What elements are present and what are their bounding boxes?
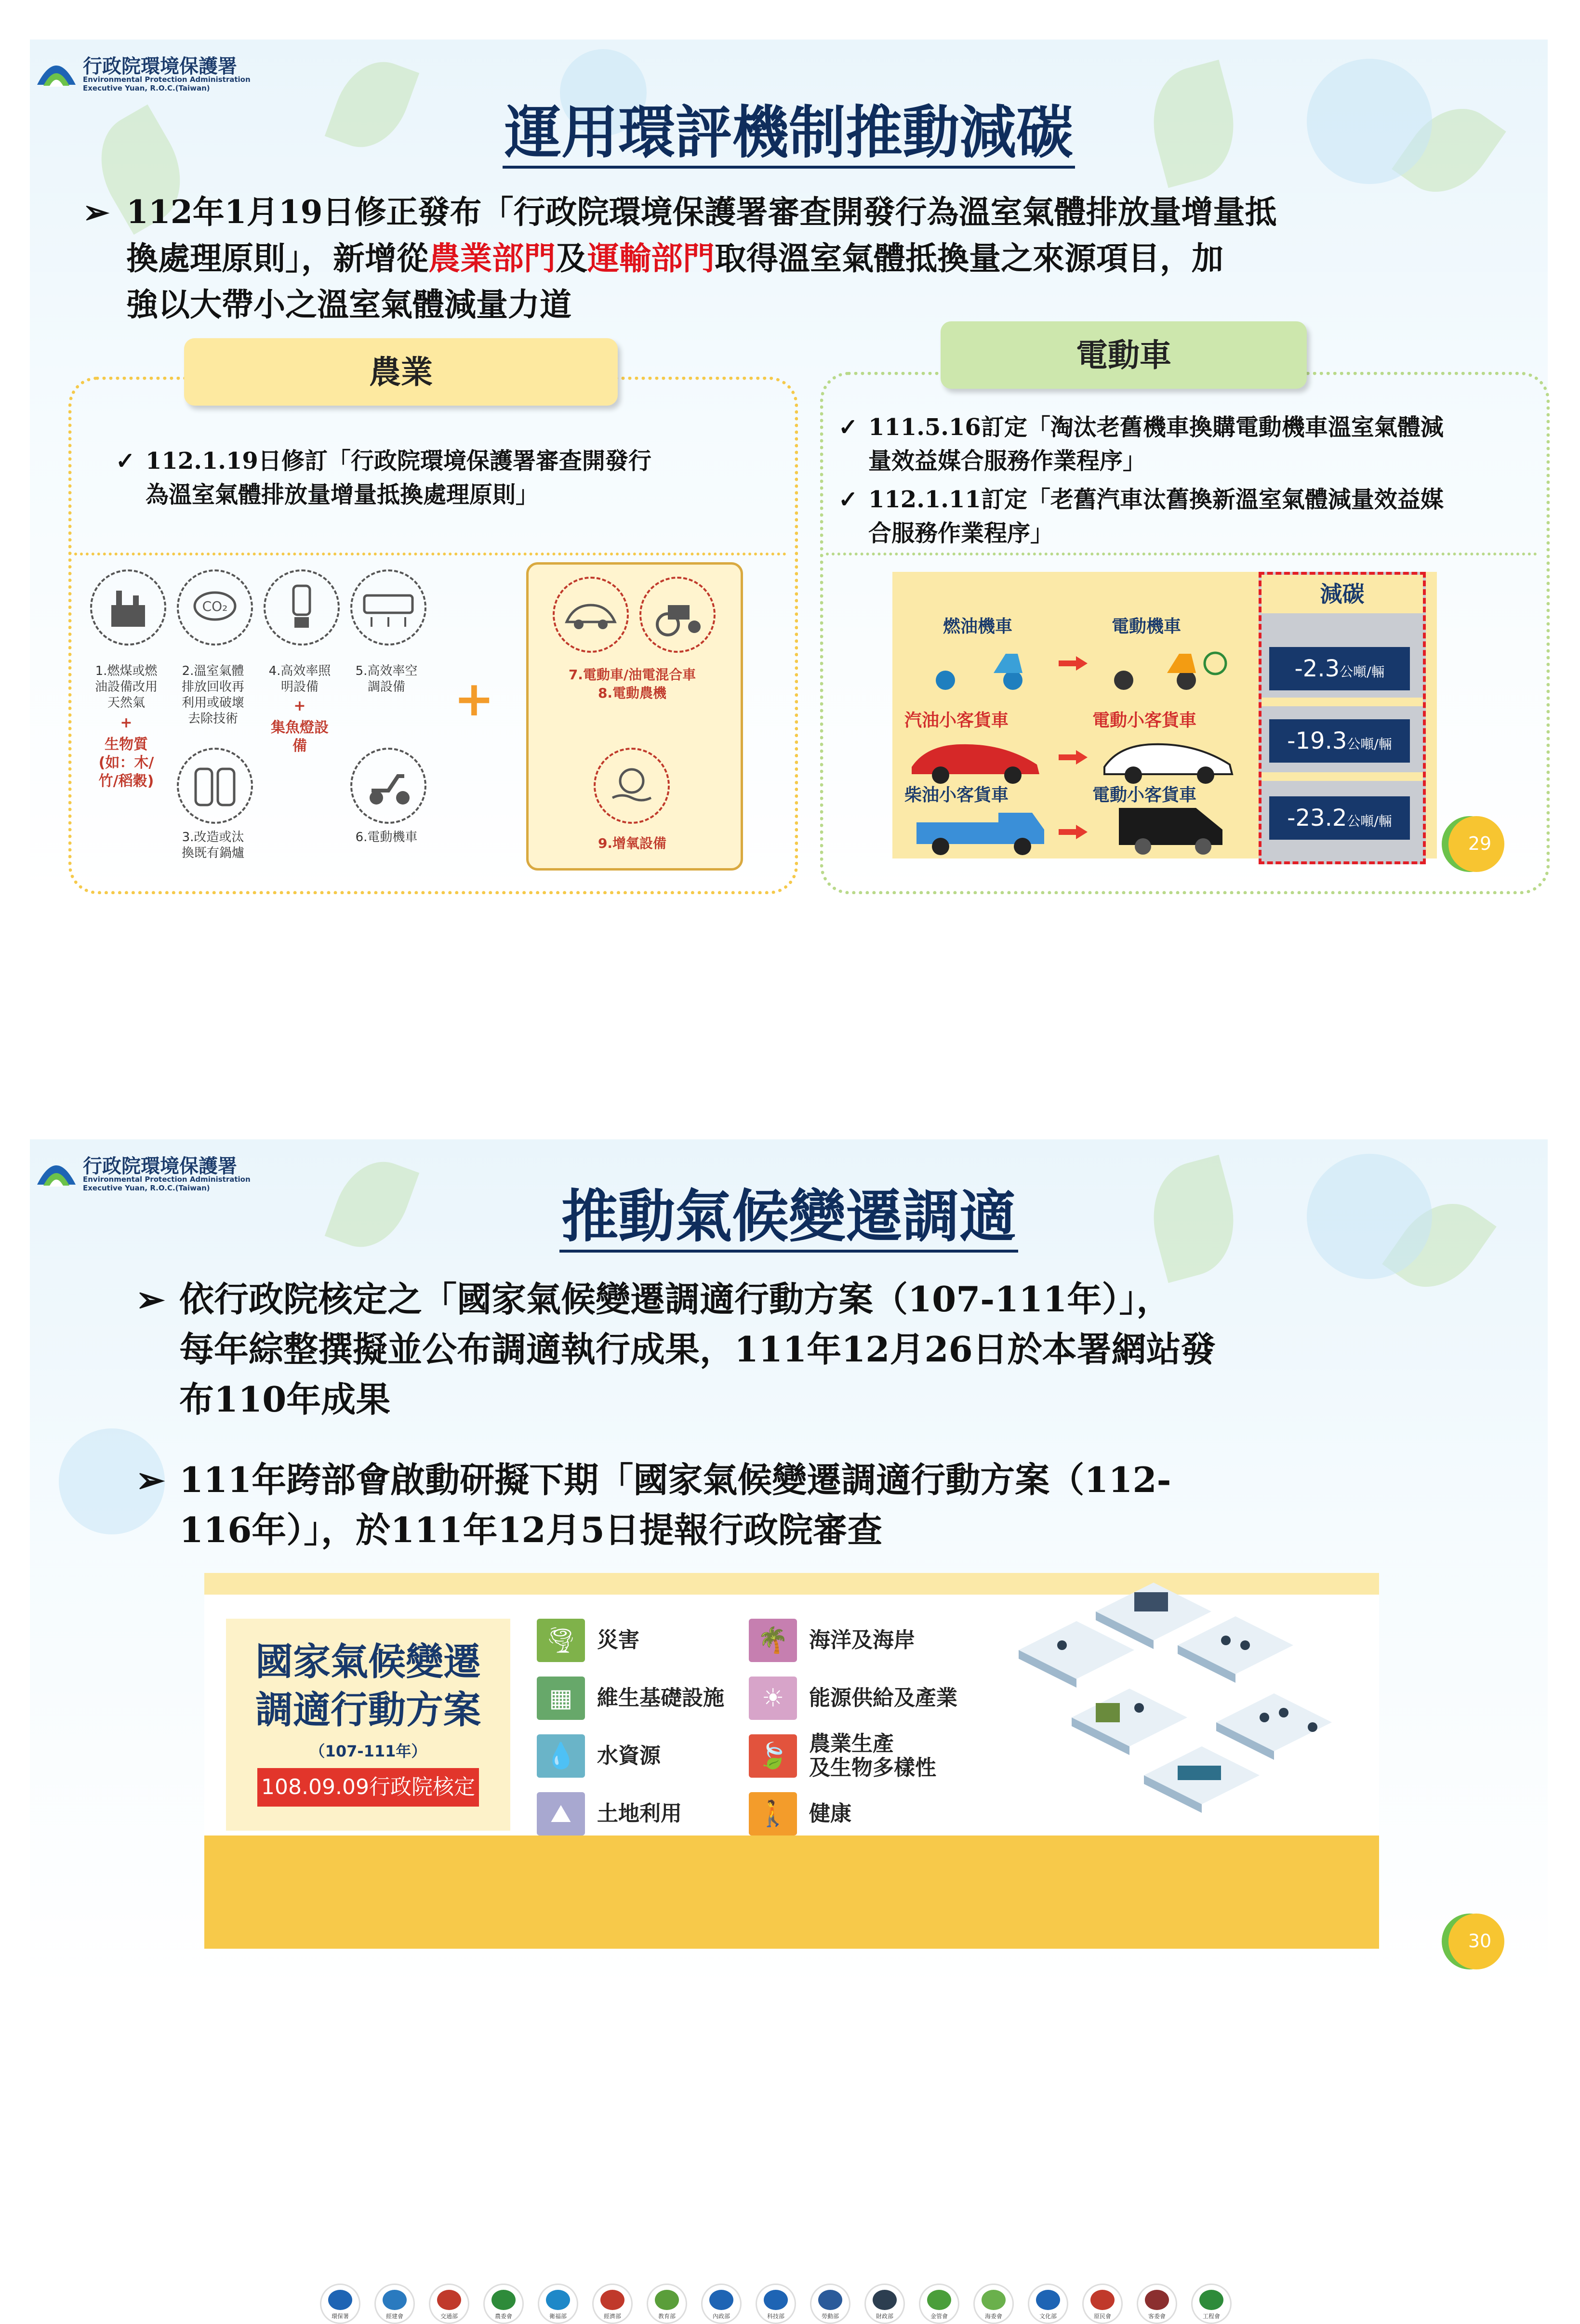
electric-van-icon	[1114, 801, 1235, 856]
fuel-scooter-icon	[921, 639, 1037, 692]
label-e-scooter: 6.電動機車	[355, 830, 418, 845]
agency-name: 客委會	[1148, 2313, 1166, 2320]
bullet-1: ➢ 依行政院核定之「國家氣候變遷調適行動方案（107-111年）」， 每年綜整撰擬並公布調適執行成果，111年12月26日於本署網站發 布110年成果	[179, 1274, 1528, 1425]
agency-name: 財政部	[876, 2313, 893, 2320]
label-biomass: 生物質 (如：木/ 竹/稻穀)	[98, 736, 154, 790]
plan-period: （107-111年）	[309, 1742, 427, 1760]
agency-emblem-icon	[764, 2290, 788, 2310]
reduction-value-diesel: -23.2公噸/輛	[1269, 796, 1410, 840]
slide-29	[30, 40, 1548, 895]
sector-disaster: 災害	[597, 1628, 639, 1652]
plus-sign: +	[120, 714, 133, 731]
org-name-en: Environmental Protection Administration Executive Yuan, R.O.C.(Taiwan)	[83, 1175, 251, 1192]
health-icon: 🚶	[749, 1792, 797, 1835]
agency-emblem-icon	[1090, 2290, 1115, 2310]
highlight-agri: 農業部門	[428, 239, 556, 277]
page-number: 30	[1442, 1910, 1504, 1973]
co2-recycle-icon	[177, 569, 253, 646]
agency-logo	[810, 2284, 850, 2324]
row3-from: 柴油小客貨車	[904, 785, 1009, 805]
agency-emblem-icon	[1199, 2290, 1223, 2310]
epa-logo-icon	[35, 51, 78, 94]
agency-emblem-icon	[328, 2290, 352, 2310]
page-title: 推動氣候變遷調適	[30, 1180, 1548, 1253]
arrow-right-icon	[1059, 656, 1088, 671]
agency-name: 工程會	[1202, 2313, 1220, 2320]
agency-emblem-icon	[437, 2290, 461, 2310]
arrow-right-icon	[1059, 825, 1088, 839]
sector-energy: 能源供給及產業	[809, 1686, 957, 1710]
infrastructure-icon: ▦	[537, 1677, 585, 1720]
arrow-bullet-icon: ➢	[136, 1459, 165, 1500]
svg-text:CO₂: CO₂	[202, 598, 228, 614]
ev-label: 電動車	[941, 321, 1307, 389]
highlight-transport: 運輸部門	[587, 239, 715, 277]
ev-divider	[826, 553, 1537, 555]
page-title: 運用環評機制推動減碳	[30, 96, 1548, 169]
efficient-ac-icon	[350, 569, 426, 646]
agency-name: 環保署	[331, 2313, 349, 2320]
agency-emblem-icon	[818, 2290, 842, 2310]
disaster-icon: 🌪	[537, 1619, 585, 1662]
label-fish-lamp: 集魚燈設 備	[271, 719, 329, 754]
electric-car-icon	[553, 577, 629, 653]
plus-sign: +	[293, 698, 306, 714]
agency-emblem-icon	[655, 2290, 679, 2310]
agency-logo	[647, 2284, 687, 2324]
agency-name: 經建會	[385, 2313, 403, 2320]
adaptation-plan-banner	[204, 1573, 1379, 2320]
diesel-truck-icon	[912, 803, 1051, 856]
agency-name: 金管會	[930, 2313, 948, 2320]
coast-icon: 🌴	[749, 1619, 797, 1662]
arrow-bullet-icon: ➢	[83, 193, 110, 231]
agency-logo	[756, 2284, 796, 2324]
plan-title-line1: 國家氣候變遷	[255, 1640, 481, 1684]
row1-from: 燃油機車	[943, 617, 1013, 636]
efficient-lighting-icon	[264, 569, 340, 646]
agency-logo	[701, 2284, 742, 2324]
label-lighting: 4.高效率照 明設備	[268, 664, 331, 694]
slide-30	[30, 1139, 1548, 2320]
energy-icon: ☀	[749, 1677, 797, 1720]
agency-emblem-icon	[491, 2290, 516, 2310]
plan-approved-badge: 108.09.09行政院核定	[257, 1768, 479, 1807]
sector-land: 土地利用	[597, 1801, 682, 1826]
reduction-header: 減碳	[1261, 575, 1423, 613]
epa-logo	[35, 46, 256, 104]
aerator-icon	[594, 748, 670, 824]
main-bullet: ➢ 112年1月19日修正發布「行政院環境保護署審查開發行為溫室氣體排放量增量抵 換處理原則」，新增從農業部門及運輸部門取得溫室氣體抵換量之來源項目，加 強以大帶小之溫室氣體減量力道	[126, 189, 1524, 328]
agency-logo	[429, 2284, 469, 2324]
bullet-2: ➢ 111年跨部會啟動研擬下期「國家氣候變遷調適行動方案（112- 116年）」，於111年12月5日提報行政院審查	[179, 1455, 1528, 1555]
agency-name: 交通部	[440, 2313, 458, 2320]
label-ev-farm: 7.電動車/油電混合車 8.電動農機	[568, 667, 696, 701]
sector-health: 健康	[809, 1801, 851, 1826]
plan-title-line2: 調適行動方案	[255, 1689, 481, 1732]
agency-logo	[592, 2284, 633, 2324]
agency-logo	[483, 2284, 524, 2324]
gasoline-car-icon	[907, 731, 1047, 784]
agency-name: 內政部	[712, 2313, 730, 2320]
agency-emblem-icon	[982, 2290, 1006, 2310]
agency-logo	[919, 2284, 959, 2324]
agency-logo	[1028, 2284, 1068, 2324]
agency-logo	[1191, 2284, 1232, 2324]
row2-to: 電動小客貨車	[1092, 711, 1197, 730]
label-ac: 5.高效率空 調設備	[355, 664, 418, 694]
tractor-icon	[639, 577, 716, 653]
label-aerator: 9.增氧設備	[597, 835, 667, 851]
sector-infrastructure: 維生基礎設施	[597, 1686, 724, 1710]
agency-name: 原民會	[1093, 2313, 1111, 2320]
agency-name: 教育部	[658, 2313, 676, 2320]
row2-from: 汽油小客貨車	[904, 711, 1009, 730]
agency-name: 經濟部	[603, 2313, 621, 2320]
label-ghg-recovery: 2.溫室氣體 排放回收再 利用或破壞 去除技術	[181, 664, 244, 726]
agri-divider	[74, 553, 786, 555]
agency-emblem-icon	[600, 2290, 624, 2310]
arrow-bullet-icon: ➢	[136, 1279, 165, 1320]
page-number: 29	[1442, 813, 1504, 875]
agency-name: 衛福部	[549, 2313, 567, 2320]
agency-strip	[204, 1835, 1379, 1949]
agency-logo	[374, 2284, 415, 2324]
org-name-cn: 行政院環境保護署	[83, 55, 237, 78]
row3-to: 電動小客貨車	[1092, 785, 1197, 805]
agency-logo	[864, 2284, 905, 2324]
plus-sign-large: +	[454, 671, 494, 727]
agri-label: 農業	[184, 338, 618, 406]
agency-name: 農委會	[494, 2313, 512, 2320]
agriculture-leaf-icon: 🍃	[749, 1734, 797, 1778]
reduction-column	[1259, 572, 1426, 864]
check-icon: ✓	[838, 486, 858, 513]
agency-emblem-icon	[546, 2290, 570, 2310]
plan-title-card	[226, 1619, 510, 1831]
agency-name: 海委會	[984, 2313, 1002, 2320]
electric-scooter-icon	[350, 748, 426, 824]
electric-car-outline-icon	[1100, 731, 1239, 784]
agency-emblem-icon	[1036, 2290, 1060, 2310]
reduction-value-gasoline: -19.3公噸/輛	[1269, 719, 1410, 763]
agency-logo	[320, 2284, 360, 2324]
land-use-icon: ⛰	[537, 1792, 585, 1835]
row1-to: 電動機車	[1112, 617, 1182, 636]
agency-name: 科技部	[767, 2313, 784, 2320]
sector-water: 水資源	[597, 1743, 661, 1768]
org-name-cn: 行政院環境保護署	[83, 1155, 237, 1177]
agency-logo	[538, 2284, 578, 2324]
agency-logo	[973, 2284, 1014, 2324]
agency-name: 文化部	[1039, 2313, 1057, 2320]
isometric-meeting-illustration	[975, 1573, 1379, 1835]
agency-logo	[1137, 2284, 1177, 2324]
boiler-icon	[177, 748, 253, 824]
sector-ocean: 海洋及海岸	[809, 1628, 915, 1652]
water-drop-icon: 💧	[537, 1734, 585, 1778]
agency-emblem-icon	[383, 2290, 407, 2310]
label-boiler: 3.改造或汰 換既有鍋爐	[181, 830, 244, 860]
label-fuel-switch: 1.燃煤或燃 油設備改用 天然氣	[94, 664, 158, 710]
agency-emblem-icon	[1145, 2290, 1169, 2310]
agency-name: 勞動部	[821, 2313, 839, 2320]
agency-emblem-icon	[927, 2290, 951, 2310]
agency-logo	[1082, 2284, 1123, 2324]
org-name-en: Environmental Protection Administration Executive Yuan, R.O.C.(Taiwan)	[83, 75, 251, 92]
agency-emblem-icon	[873, 2290, 897, 2310]
electric-scooter-color-icon	[1100, 634, 1235, 692]
ev-item-car: ✓ 112.1.11訂定「老舊汽車汰舊換新溫室氣體減量效益媒 合服務作業程序」	[868, 483, 1533, 550]
arrow-right-icon	[1059, 750, 1088, 765]
sector-agriculture: 農業生產 及生物多樣性	[809, 1731, 936, 1780]
agri-item: ✓ 112.1.19日修訂「行政院環境保護署審查開發行 為溫室氣體排放量增量抵換處理原則」	[146, 444, 772, 512]
check-icon: ✓	[838, 414, 858, 441]
ev-item-scooter: ✓ 111.5.16訂定「淘汰老舊機車換購電動機車溫室氣體減 量效益媒合服務作業程序」	[868, 410, 1533, 478]
agency-emblem-icon	[709, 2290, 733, 2310]
reduction-value-scooter: -2.3公噸/輛	[1269, 647, 1410, 690]
ev-reduction-panel	[892, 572, 1437, 858]
check-icon: ✓	[116, 448, 135, 475]
boiler-fuel-icon	[90, 569, 166, 646]
